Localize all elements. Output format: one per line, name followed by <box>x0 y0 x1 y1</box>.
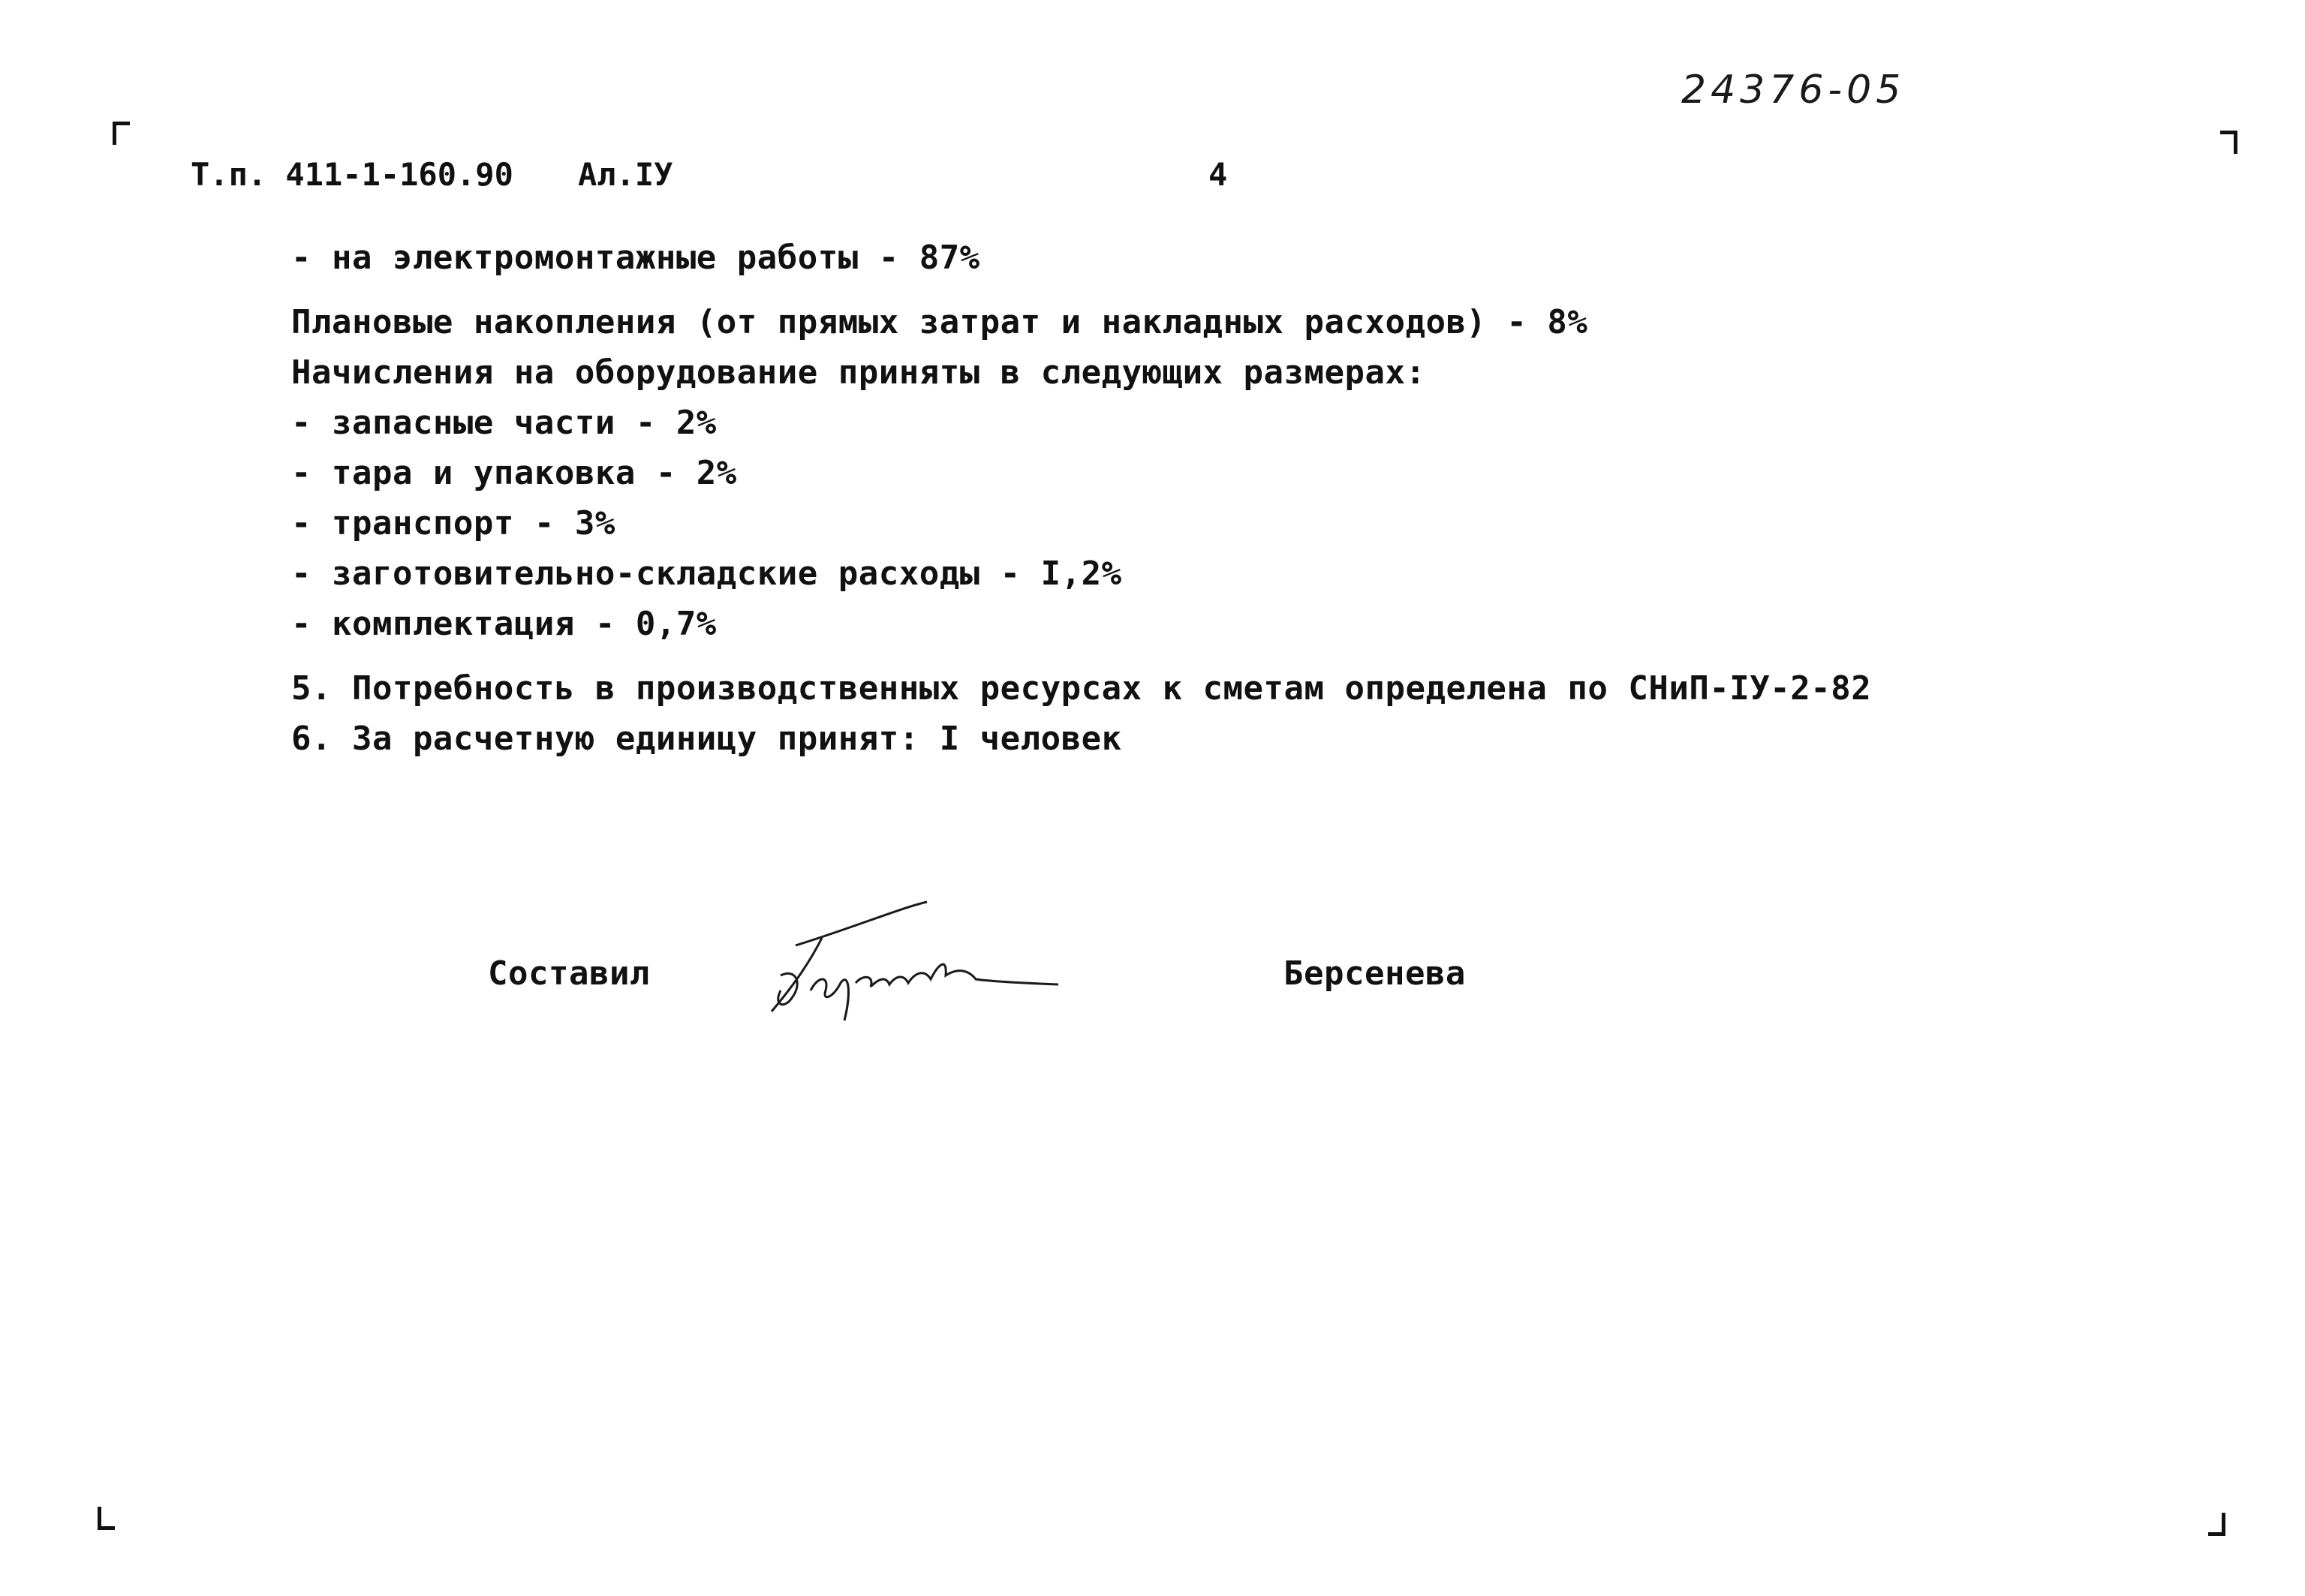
corner-mark-top-left <box>113 122 130 145</box>
header-album: Ал.IУ <box>578 156 673 193</box>
signatory-name: Берсенева <box>1283 954 1466 993</box>
corner-mark-top-right <box>2220 131 2237 154</box>
text-line: - тара и упаковка - 2% <box>291 454 737 492</box>
text-line: 5. Потребность в производственных ресурсах к сметам определена по СНиП-IУ-2-82 <box>291 669 1872 708</box>
text-line: Начисления на оборудование приняты в следующих размерах: <box>291 353 1426 392</box>
text-line: - на электромонтажные работы - 87% <box>291 239 980 277</box>
text-line: Плановые накопления (от прямых затрат и накладных расходов) - 8% <box>291 303 1588 341</box>
text-line: - комплектация - 0,7% <box>291 605 717 643</box>
handwritten-signature <box>751 885 1081 1035</box>
text-line: - транспорт - 3% <box>291 504 615 543</box>
page-number: 4 <box>1208 156 1228 193</box>
corner-mark-bottom-right <box>2208 1513 2225 1536</box>
compiled-by-label: Составил <box>488 954 650 993</box>
text-line: - запасные части - 2% <box>291 404 717 442</box>
header-code: Т.п. 411-1-160.90 <box>191 156 513 193</box>
text-line: - заготовительно-складские расходы - I,2% <box>291 555 1122 593</box>
corner-mark-bottom-left <box>98 1507 115 1530</box>
text-line: 6. За расчетную единицу принят: I человек <box>291 720 1122 758</box>
stamp-number: 24376-05 <box>1681 68 1906 113</box>
